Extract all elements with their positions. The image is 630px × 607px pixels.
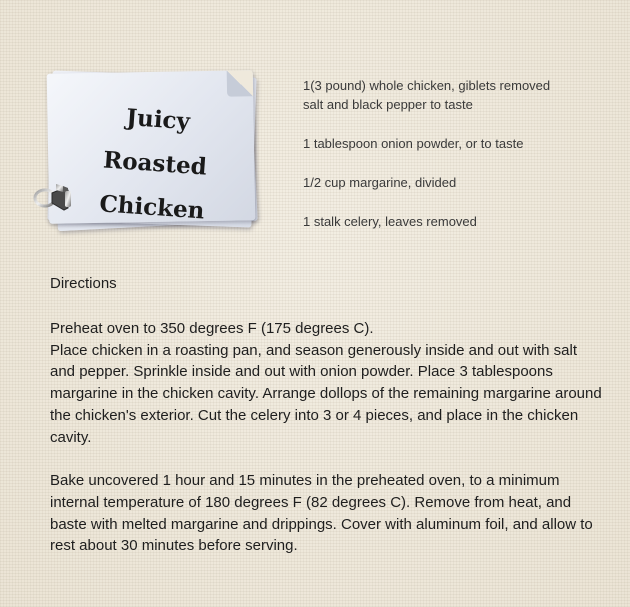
ingredient-item	[303, 173, 550, 192]
binder-clip-icon	[32, 174, 78, 218]
ingredient-text: 1 stalk celery, leaves removed	[303, 214, 477, 229]
recipe-title	[66, 92, 245, 236]
direction-step: Place chicken in a roasting pan, and season generously inside and out with salt and pepper. Sprinkle inside and out with onion powder. Place 3 tablespoons margarine in the chicken cavity. Arrange dollops of the remaining margarine around the chicken's exterior. Cut the celery into 3 or 4 pieces, and place in the chicken cavity.	[50, 341, 602, 446]
ingredients-list	[303, 76, 550, 251]
recipe-title-line1: Juicy Roasted	[102, 103, 208, 181]
ingredient-item	[303, 76, 550, 114]
ingredient-text: 1(3 pound) whole chicken, giblets removed	[303, 78, 551, 93]
direction-step: Preheat oven to 350 degrees F (175 degrees C).	[50, 320, 374, 337]
ingredient-text: salt and black pepper to taste	[303, 97, 473, 112]
ingredient-text: 1/2 cup margarine, divided	[303, 175, 457, 190]
direction-step: Bake uncovered 1 hour and 15 minutes in the preheated oven, to a minimum internal temperature of 180 degrees F (82 degrees C). Remove from heat, and baste with melted margarine and drippings. Cover with aluminum foil, and allow to rest about 30 minutes before serving.	[50, 472, 593, 555]
ingredient-item	[303, 134, 550, 153]
directions-heading: Directions	[50, 275, 117, 292]
ingredient-item	[303, 212, 550, 231]
recipe-title-card	[40, 64, 270, 234]
ingredient-text: 1 tablespoon onion powder, or to taste	[303, 136, 524, 151]
recipe-title-line2: Chicken	[98, 190, 206, 225]
directions-body	[50, 318, 605, 557]
